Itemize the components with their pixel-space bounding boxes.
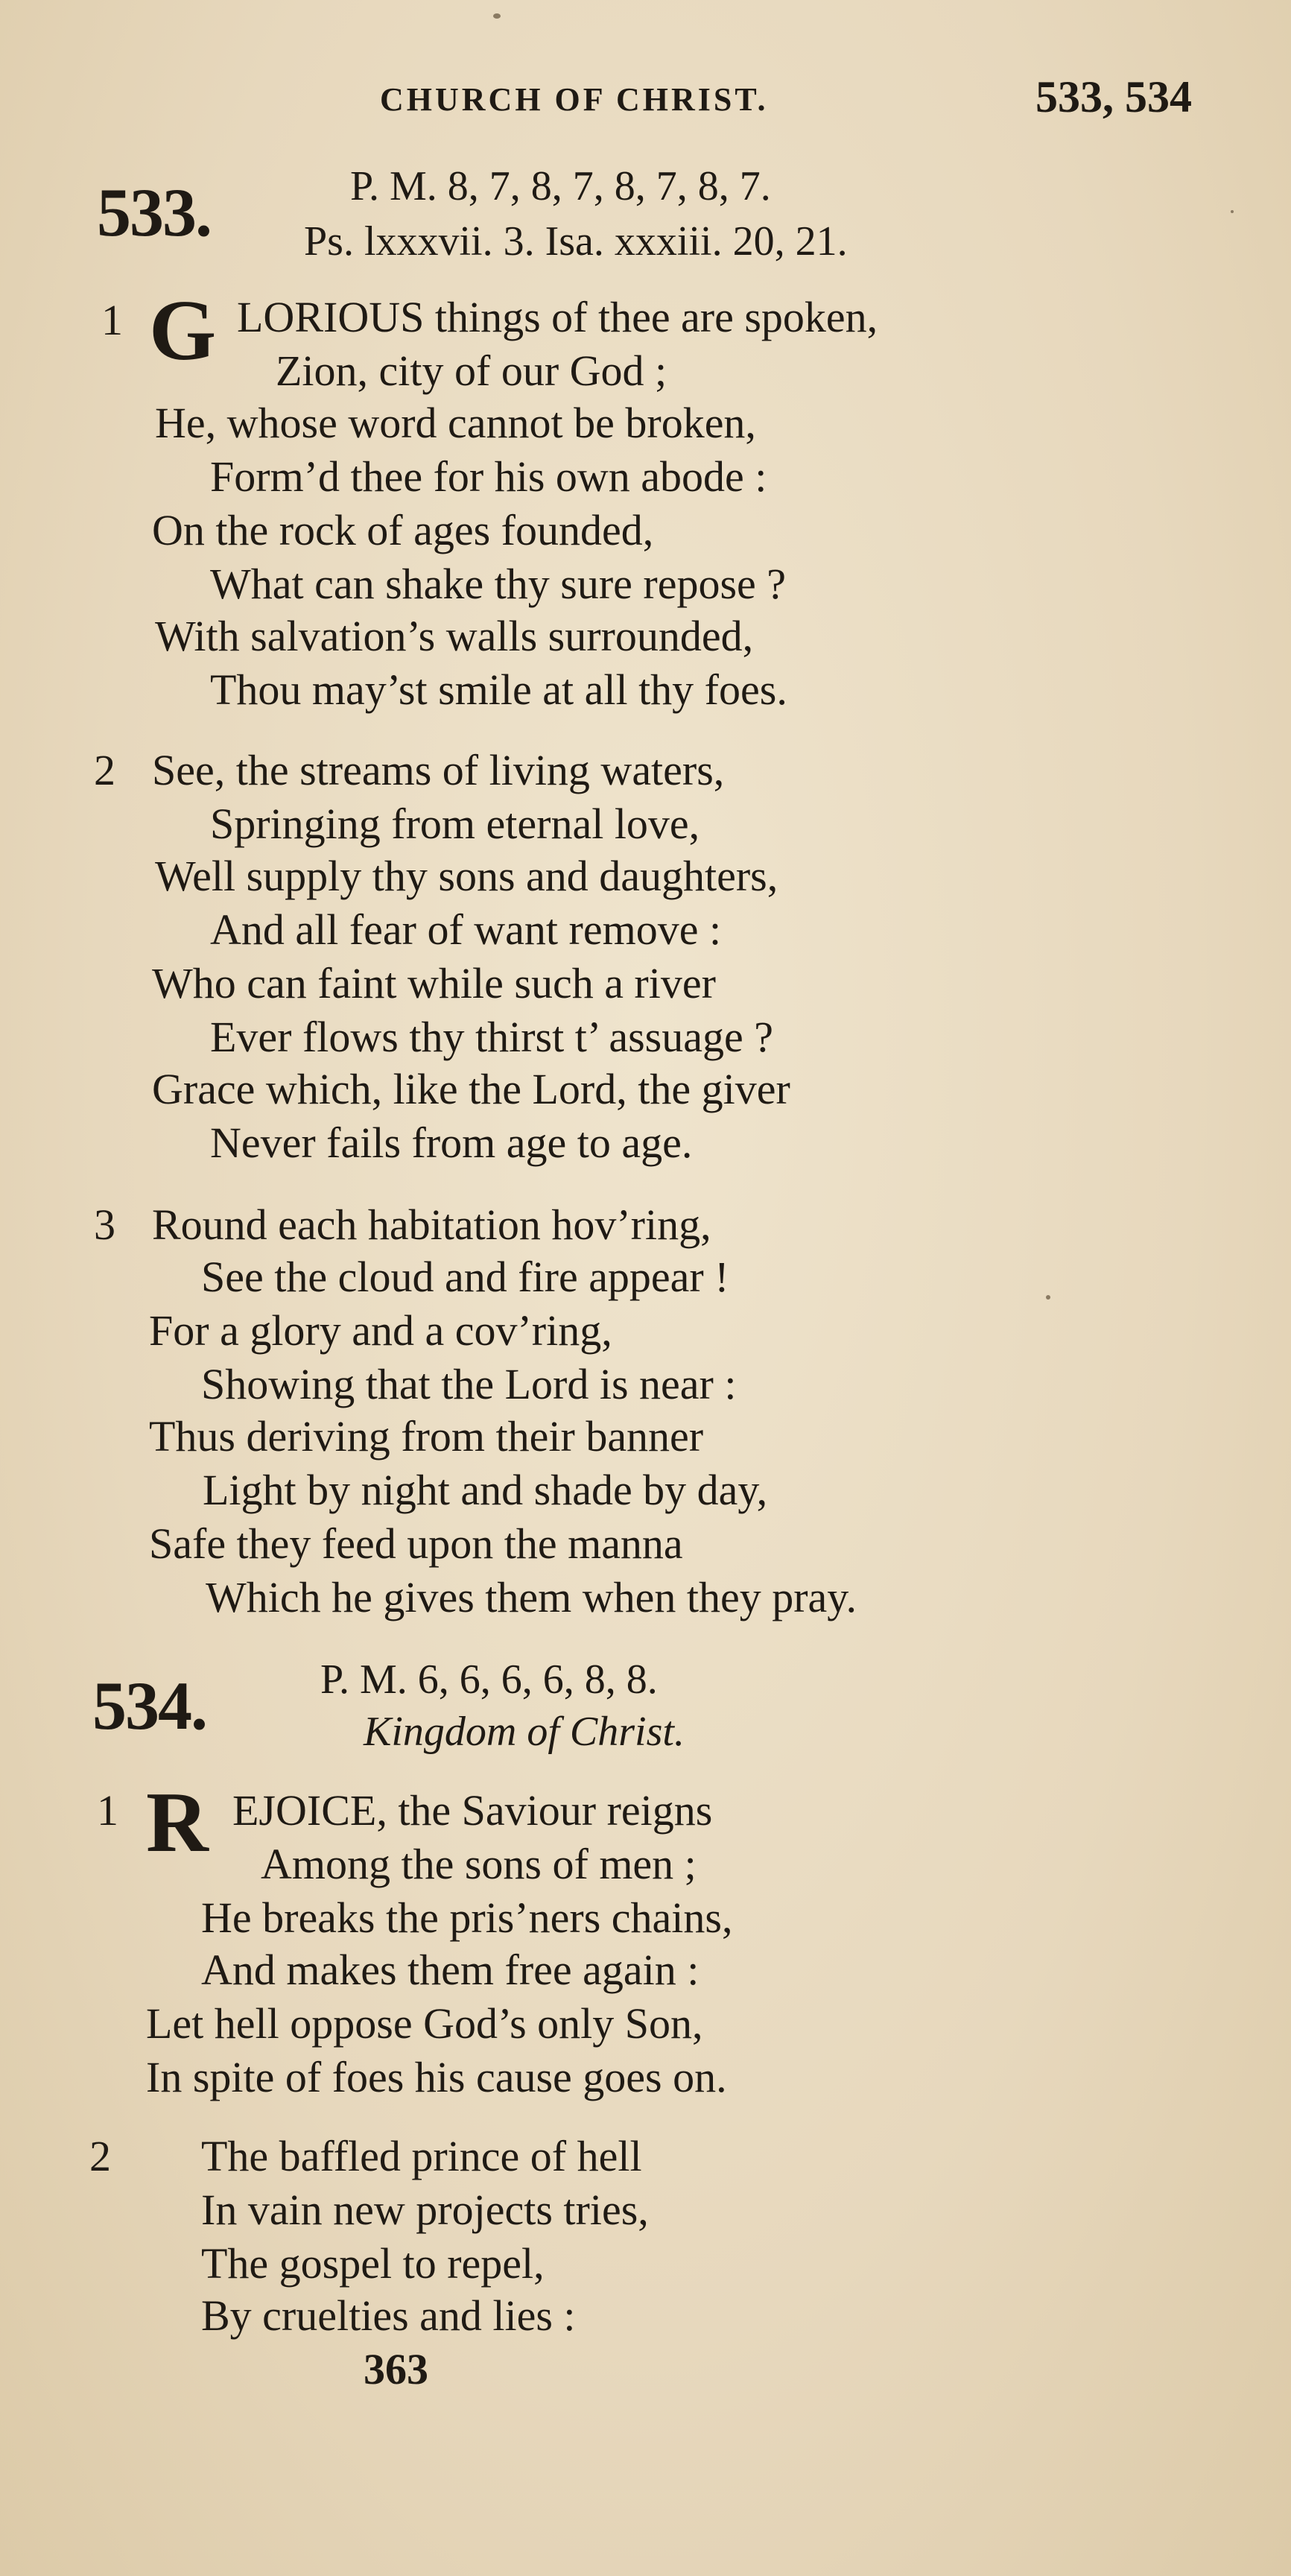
hymn-line: He breaks the pris’ners chains, [201,1893,733,1942]
hymn-line: See the cloud and fire appear ! [201,1253,729,1301]
verse-number: 3 [94,1200,115,1249]
hymn-534-subtitle: Kingdom of Christ. [364,1709,685,1755]
hymn-533-reference: Ps. lxxxvii. 3. Isa. xxxiii. 20, 21. [304,218,848,265]
hymn-line: Round each habitation hov’ring, [152,1200,711,1249]
hymn-line: Thus deriving from their banner [149,1412,704,1461]
hymn-line: And all fear of want remove : [210,905,722,954]
hymn-line: In vain new projects tries, [201,2186,649,2234]
hymn-534-number: 534. [92,1668,206,1744]
ink-speck [493,13,501,19]
verse-number: 2 [89,2132,111,2180]
hymn-534-meter: P. M. 6, 6, 6, 6, 8, 8. [320,1656,658,1703]
hymn-line: See, the streams of living waters, [152,746,725,794]
ink-speck [1231,210,1234,213]
hymn-line: Which he gives them when they pray. [206,1573,857,1621]
hymn-line: LORIOUS things of thee are spoken, [237,293,878,341]
hymn-line: The baffled prince of hell [201,2132,642,2180]
hymn-line: Let hell oppose God’s only Son, [146,1999,703,2048]
running-head: CHURCH OF CHRIST. [380,81,769,118]
ink-speck [1046,1295,1050,1300]
hymn-line: Well supply thy sons and daughters, [155,852,778,900]
hymn-line: Never fails from age to age. [210,1118,693,1167]
hymn-line: What can shake thy sure repose ? [210,560,787,608]
hymn-line: In spite of foes his cause goes on. [146,2053,727,2101]
hymn-line: For a glory and a cov’ring, [149,1306,612,1355]
drop-cap: G [149,283,217,379]
hymn-line: Ever flows thy thirst t’ assuage ? [210,1013,773,1061]
verse-number: 2 [94,746,115,794]
hymn-line: Grace which, like the Lord, the giver [152,1065,790,1113]
hymn-line: Light by night and shade by day, [203,1466,768,1514]
hymn-line: Showing that the Lord is near : [201,1360,737,1408]
page-hymn-numbers: 533, 534 [1035,72,1192,121]
hymn-533-number: 533. [97,174,211,250]
hymn-line: Form’d thee for his own abode : [210,452,767,501]
verse-number: 1 [101,296,123,344]
hymn-line: Safe they feed upon the manna [149,1519,683,1568]
hymn-line: On the rock of ages founded, [152,506,654,554]
hymn-line: Springing from eternal love, [210,800,700,848]
hymn-line: By cruelties and lies : [201,2291,576,2340]
hymn-line: Who can faint while such a river [152,959,716,1007]
hymn-line: Among the sons of men ; [261,1840,697,1888]
hymn-line: The gospel to repel, [201,2239,545,2288]
hymn-line: With salvation’s walls surrounded, [155,612,754,660]
hymn-line: EJOICE, the Saviour reigns [232,1786,713,1835]
hymn-line: Thou may’st smile at all thy foes. [210,665,787,714]
drop-cap: R [146,1775,209,1870]
hymn-line: And makes them free again : [201,1946,700,1994]
verse-number: 1 [97,1786,118,1835]
page-folio: 363 [364,2345,428,2393]
hymn-533-meter: P. M. 8, 7, 8, 7, 8, 7, 8, 7. [350,163,771,209]
hymn-line: Zion, city of our God ; [276,346,667,395]
hymn-line: He, whose word cannot be broken, [155,399,756,447]
